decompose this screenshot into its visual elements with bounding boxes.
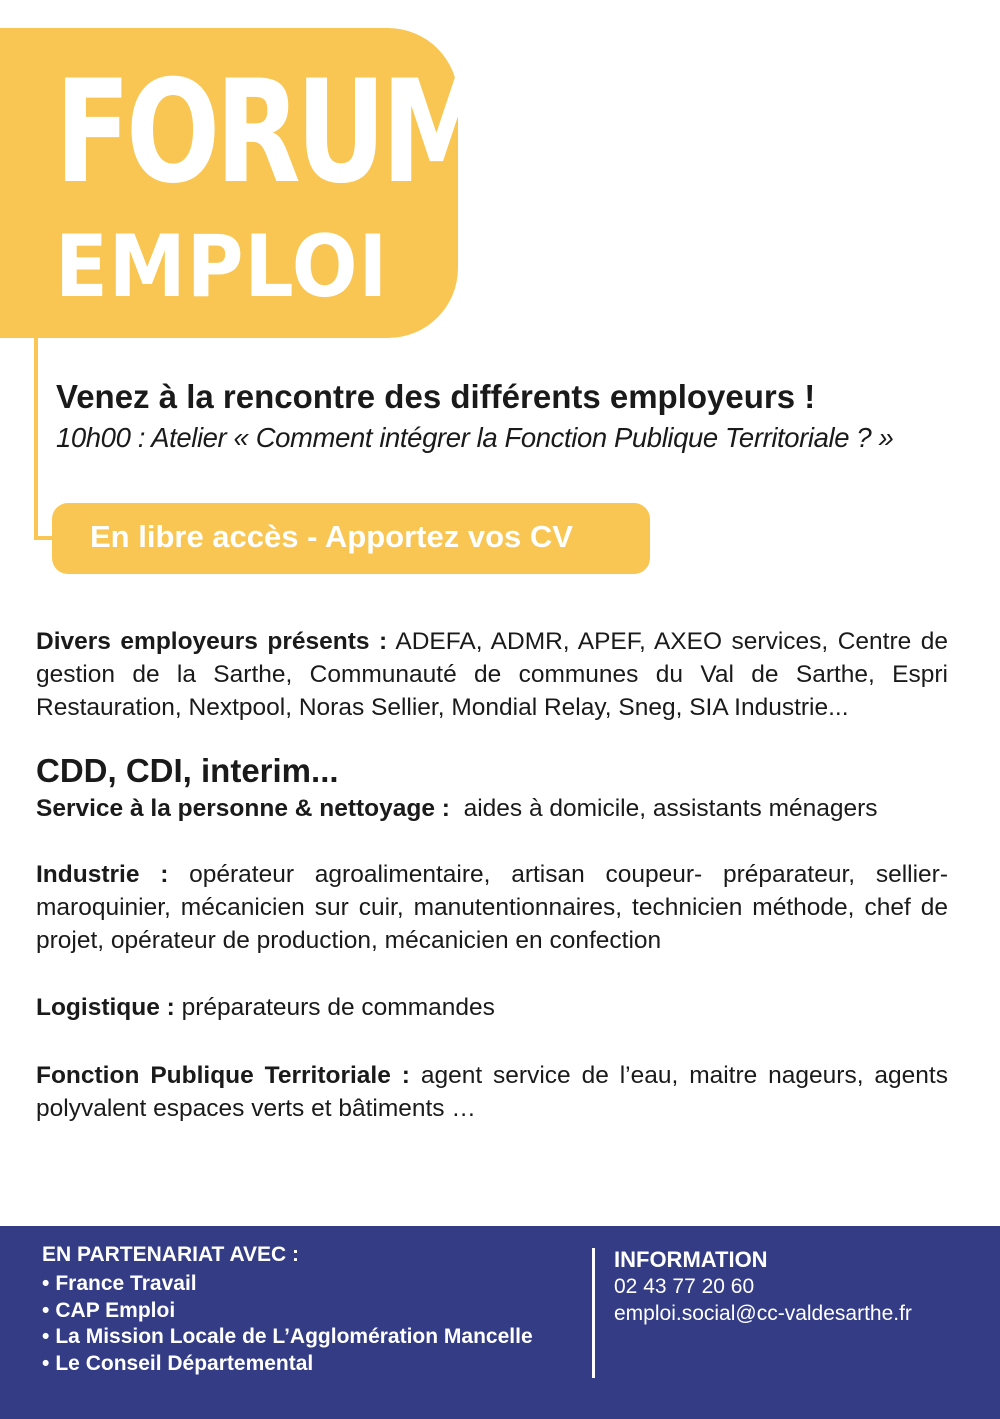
partner-item: • La Mission Locale de L’Agglomération Mancelle [42, 1324, 533, 1351]
access-banner [52, 503, 650, 574]
sector-logistique [36, 991, 948, 1024]
sector-service-label: Service à la personne & nettoyage : [36, 795, 450, 822]
tagline: Venez à la rencontre des différents employeurs ! [56, 378, 816, 415]
decorative-connector-line [34, 188, 64, 540]
info-phone[interactable]: 02 43 77 20 60 [614, 1275, 755, 1298]
title-forum: FORUM [55, 50, 487, 215]
sector-fonction-publique [36, 1059, 948, 1125]
access-banner-text: En libre accès - Apportez vos CV [90, 519, 573, 554]
footer [0, 1226, 1000, 1419]
info-email[interactable]: emploi.social@cc-valdesarthe.fr [614, 1302, 912, 1325]
sector-fonction-text: agent service de l’eau, maitre nageurs, agents polyvalent espaces verts et bâtiments … [36, 1062, 948, 1122]
sector-logistique-label: Logistique : [36, 994, 175, 1021]
sector-logistique-text: préparateurs de commandes [181, 994, 495, 1021]
atelier-info: 10h00 : Atelier « Comment intégrer la Fonction Publique Territoriale ? » [56, 422, 894, 453]
employers-list: ADEFA, ADMR, APEF, AXEO services, Centre de gestion de la Sarthe, Communauté de communes du Val de Sarthe, Espri Restauration, Nextpool, Noras Sellier, Mondial Relay, Sneg, SIA Industrie... [36, 628, 948, 721]
sector-industrie-text: opérateur agroalimentaire, artisan coupeur- préparateur, sellier-maroquinier, mécanicien sur cuir, manutentionnaires, technicien méthode, chef de projet, opérateur de production, mécanicien en confection [36, 861, 948, 954]
employers-paragraph [36, 625, 948, 724]
info-block [614, 1246, 912, 1327]
sector-industrie [36, 858, 948, 957]
info-title: INFORMATION [614, 1247, 768, 1272]
employers-label: Divers employeurs présents : [36, 628, 388, 655]
partner-item: • France Travail [42, 1271, 533, 1298]
sector-service-text: aides à domicile, assistants ménagers [463, 795, 878, 822]
sector-service [36, 792, 948, 825]
partners-list [42, 1271, 533, 1377]
partner-item: • CAP Emploi [42, 1298, 533, 1325]
contracts-heading: CDD, CDI, interim... [36, 752, 339, 789]
partners-title: EN PARTENARIAT AVEC : [42, 1243, 300, 1266]
sector-industrie-label: Industrie : [36, 861, 169, 888]
footer-divider [592, 1248, 595, 1378]
partner-item: • Le Conseil Départemental [42, 1351, 533, 1378]
title-emploi: EMPLOI [55, 217, 389, 317]
sector-fonction-label: Fonction Publique Territoriale : [36, 1062, 410, 1089]
